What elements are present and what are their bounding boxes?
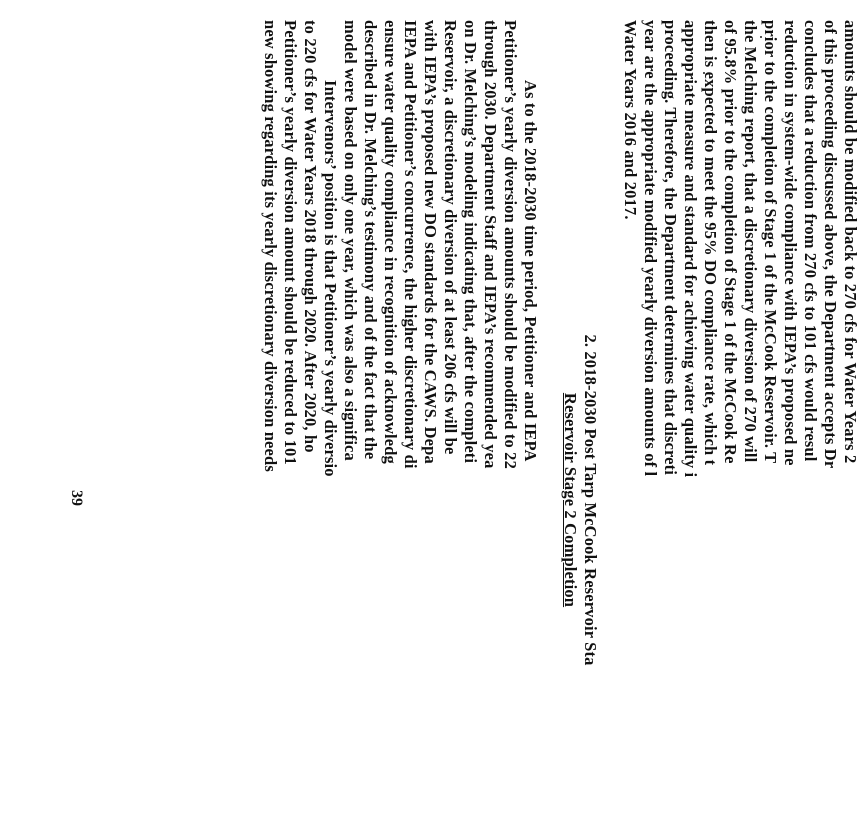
text-line: Petitioner’s yearly diversion amounts should be modified to 22 bbox=[501, 20, 520, 469]
text-line: of this proceeding discussed above, the Department accepts Dr bbox=[821, 20, 840, 469]
section-heading-line-1: 2. 2018-2030 Post Tarp McCook Reservoir Sta bbox=[581, 334, 600, 666]
text-line: As to the 2018-2030 time period, Petitioner and IEPA bbox=[521, 80, 540, 462]
text-line: then is expected to meet the 95% DO compliance rate, which t bbox=[701, 20, 720, 466]
text-line: ensure water quality compliance in recognition of acknowledg bbox=[381, 20, 400, 464]
text-line: reduction in system-wide compliance with IEPA’s proposed ne bbox=[781, 20, 800, 466]
page-number: 39 bbox=[68, 490, 85, 506]
text-line: prior to the completion of Stage 1 of the McCook Reservoir. T bbox=[761, 20, 780, 464]
text-line: IEPA and Petitioner’s concurrence, the higher discretionary di bbox=[401, 20, 420, 469]
text-line: described in Dr. Melching’s testimony and of the fact that the bbox=[361, 20, 380, 460]
text-line: the Melching report, that a discretionary diversion of 270 will bbox=[741, 20, 760, 463]
text-line: through 2030. Department Staff and IEPA’s recommended yea bbox=[481, 20, 500, 469]
text-line: on Dr. Melching’s modeling indicating that, after the completi bbox=[461, 20, 480, 464]
text-line: year are the appropriate modified yearly diversion amounts of l bbox=[641, 20, 660, 477]
text-line: Intervenors’ position is that Petitioner’s yearly diversio bbox=[321, 80, 340, 477]
document-text bbox=[261, 20, 860, 840]
section-heading bbox=[560, 20, 600, 840]
text-line: of 95.8% prior to the completion of Stage 1 of the McCook Re bbox=[721, 20, 740, 464]
text-line: model were based on only one year, which was also a significa bbox=[341, 20, 360, 461]
paragraph-3 bbox=[260, 20, 340, 840]
text-line: new showing regarding its yearly discretionary diversion needs bbox=[261, 20, 280, 472]
text-line: Water Years 2016 and 2017. bbox=[621, 20, 640, 220]
text-line: proceeding. Therefore, the Department determines that discreti bbox=[661, 20, 680, 476]
section-heading-line-2: Reservoir Stage 2 Completion bbox=[561, 392, 580, 608]
text-line: Petitioner’s yearly diversion amount should be reduced to 101 bbox=[281, 20, 300, 465]
text-line: amounts should be modified back to 270 cfs for Water Years 2 bbox=[841, 20, 860, 464]
text-line: with IEPA’s proposed new DO standards for the CAWS. Depa bbox=[421, 20, 440, 464]
text-line: appropriate measure and standard for achieving water quality i bbox=[681, 20, 700, 478]
paragraph-2 bbox=[340, 20, 540, 840]
paragraph-1 bbox=[620, 20, 860, 840]
text-line: to 220 cfs for Water Years 2018 through 2020. After 2020, ho bbox=[301, 20, 320, 453]
text-line: Reservoir, a discretionary diversion of at least 206 cfs will be bbox=[441, 20, 460, 455]
text-line: concludes that a reduction from 270 cfs to 101 cfs would resul bbox=[801, 20, 820, 462]
